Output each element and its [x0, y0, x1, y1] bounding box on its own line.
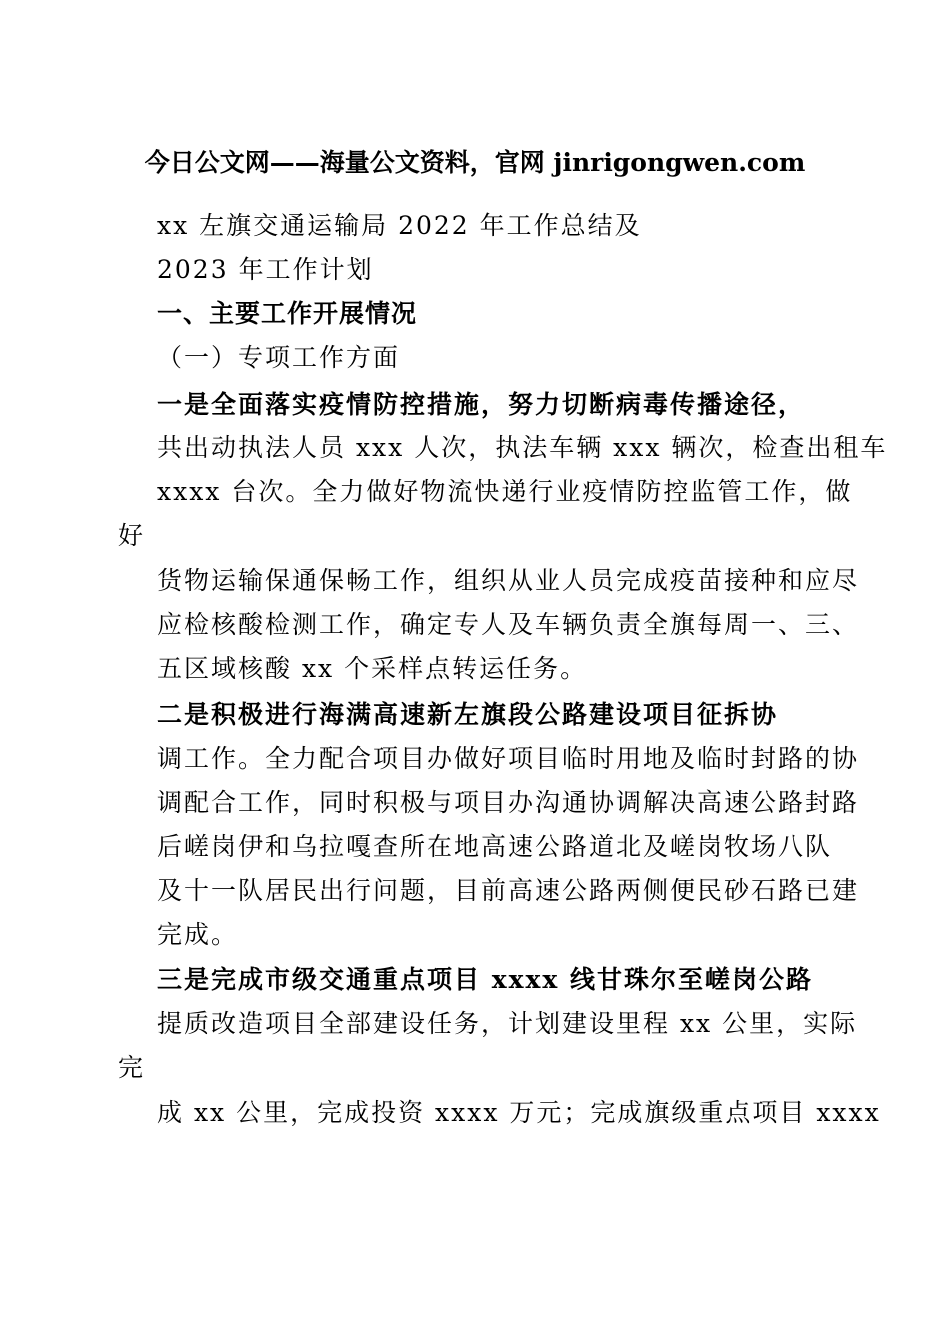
paragraph-2-line: 调工作。全力配合项目办做好项目临时用地及临时封路的协	[157, 744, 860, 773]
paragraph-1-line: xxxx 台次。全力做好物流快递行业疫情防控监管工作，做	[157, 477, 853, 506]
paragraph-1-line: 应检核酸检测工作，确定专人及车辆负责全旗每周一、三、	[157, 610, 860, 639]
paragraph-3-lead: 三是完成市级交通重点项目 xxxx 线甘珠尔至嵯岗公路	[157, 965, 814, 994]
paragraph-3-line: 成 xx 公里，完成投资 xxxx 万元；完成旗级重点项目 xxxx	[157, 1098, 881, 1127]
site-banner: 今日公文网——海量公文资料，官网 jinrigongwen.com	[144, 148, 806, 177]
paragraph-3-line: 完	[118, 1053, 146, 1082]
section-heading: 一、主要工作开展情况	[157, 299, 418, 328]
paragraph-2-line: 后嵯岗伊和乌拉嘎查所在地高速公路道北及嵯岗牧场八队	[157, 832, 833, 861]
paragraph-1-line: 货物运输保通保畅工作，组织从业人员完成疫苗接种和应尽	[157, 566, 860, 595]
document-title-line-2: 2023 年工作计划	[157, 255, 374, 284]
paragraph-2-line: 调配合工作，同时积极与项目办沟通协调解决高速公路封路	[157, 788, 860, 817]
paragraph-2-line: 完成。	[157, 920, 239, 949]
paragraph-1-lead: 一是全面落实疫情防控措施，努力切断病毒传播途径，	[157, 390, 806, 419]
document-title-line-1: xx 左旗交通运输局 2022 年工作总结及	[157, 211, 642, 240]
paragraph-2-line: 及十一队居民出行问题，目前高速公路两侧便民砂石路已建	[157, 876, 860, 905]
paragraph-3-line: 提质改造项目全部建设任务，计划建设里程 xx 公里，实际	[157, 1009, 858, 1038]
paragraph-1-line: 五区域核酸 xx 个采样点转运任务。	[157, 654, 588, 683]
paragraph-1-line: 好	[118, 521, 146, 550]
paragraph-1-line: 共出动执法人员 xxx 人次，执法车辆 xxx 辆次，检查出租车	[157, 433, 888, 462]
paragraph-2-lead: 二是积极进行海满高速新左旗段公路建设项目征拆协	[157, 700, 779, 729]
subsection-heading: （一）专项工作方面	[157, 343, 401, 372]
